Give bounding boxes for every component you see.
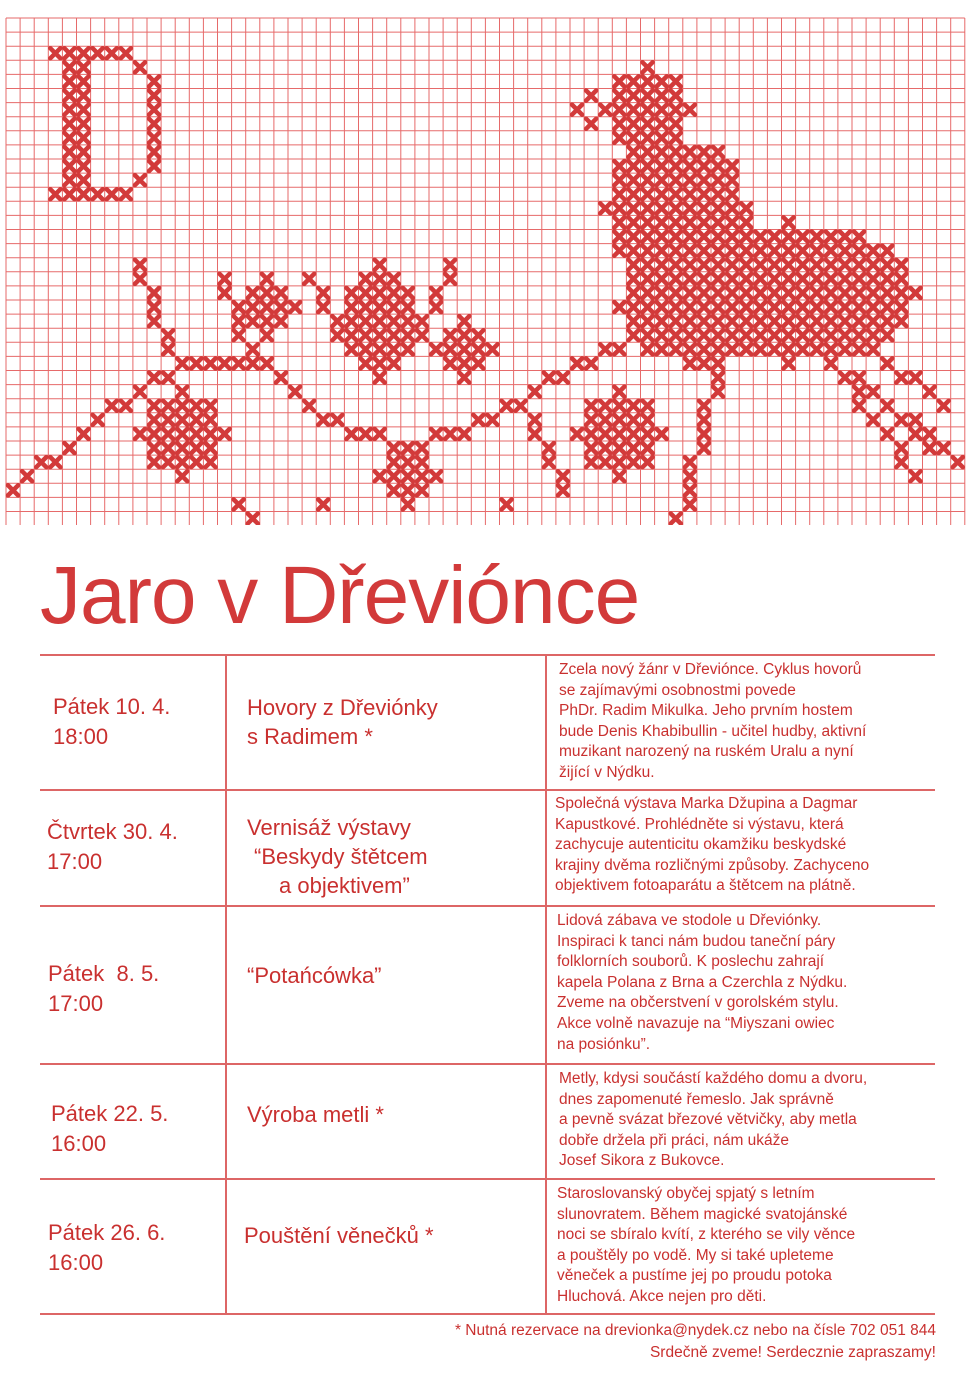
event-date: Pátek 22. 5. [51,1101,169,1126]
event-date: Pátek 10. 4. [53,694,171,719]
page-title: Jaro v Dřeviónce [40,550,640,641]
event-row [40,654,935,789]
event-description-line: Společná výstava Marka Džupina a Dagmar [555,795,858,812]
event-description-line: krajiny dvěma rozličnými způsoby. Zachyceno [555,856,870,874]
event-date-cell [40,1180,233,1315]
event-description-line: noci se sbíralo kvítí, z kterého se vily věnce [557,1226,856,1244]
event-description-line: Zcela nový žánr v Dřeviónce. Cyklus hovorů [559,661,862,678]
event-name-cell [225,1065,567,1178]
event-description-line: Metly, kdysi součástí každého domu a dvoru, [559,1070,868,1087]
greeting-text: Srdečně zveme! Serdecznie zapraszamy! [649,1344,936,1361]
event-description-line: PhDr. Radim Mikulka. Jeho prvním hostem [559,702,853,720]
event-description-line: Kapustkové. Prohlédněte si výstavu, která [555,815,844,833]
event-description-line: se zajímavými osobnostmi povede [559,681,796,699]
event-name-line: Vernisáž výstavy [247,815,411,840]
event-name-line: Hovory z Dřeviónky [247,695,438,720]
event-description-line: na posiónku”. [557,1035,651,1053]
event-description-line: objektivem fotoaparátu a štětcem na plátně. [555,877,856,895]
event-description-line: Josef Sikora z Bukovce. [559,1152,725,1170]
table-bottom-rule [40,1313,935,1315]
event-description-line: dnes zapomenuté řemeslo. Jak správně [559,1090,834,1108]
event-time: 16:00 [51,1131,107,1156]
event-name-line: “Beskydy štětcem [254,844,428,869]
event-description-line: folklorních souborů. K poslechu zahrají [557,953,825,971]
event-row [40,1063,935,1178]
event-name-line: Pouštění věnečků * [244,1223,434,1248]
event-description-line: žijící v Nýdku. [559,763,655,781]
event-description-line: a pevně svázat březové větvičky, aby metla [559,1111,857,1129]
event-name-cell [225,907,567,1063]
event-description-cell [545,1065,949,1178]
reservation-note: * Nutná rezervace na drevionka@nydek.cz nebo na čísle 702 051 844 [454,1322,936,1339]
event-description-line: Zveme na občerstvení v gorolském stylu. [557,994,839,1012]
event-description-line: Lidová zábava ve stodole u Dřeviónky. [557,912,822,929]
event-description-line: Inspiraci k tanci nám budou taneční páry [557,932,836,950]
event-description-line: zachycuje autenticitu okamžiku beskydské [555,836,847,854]
cross-stitch-grid-illustration [0,0,978,525]
event-name-cell [225,791,567,905]
event-name-line: s Radimem * [247,724,373,749]
event-description-line: věneček a pustíme jej po proudu potoka [557,1267,832,1285]
event-date-cell [40,791,232,905]
event-description-cell [545,656,949,789]
event-date-cell [40,907,233,1063]
event-date-cell [40,656,238,789]
event-name-line: Výroba metli * [247,1102,384,1127]
event-description-line: Akce volně navazuje na “Miyszani owiec [557,1014,835,1032]
event-description-cell [545,1180,947,1315]
event-date: Pátek 8. 5. [48,961,160,986]
event-description-line: kapela Polana z Brna a Czerchla z Nýdku. [557,973,848,991]
event-description-line: Hluchová. Akce nejen pro děti. [557,1287,767,1305]
event-name-cell [225,1180,564,1315]
event-description-line: a pouštěly po vodě. My si také upleteme [557,1246,834,1264]
event-date: Čtvrtek 30. 4. [47,819,178,844]
event-description-line: dobře držela při práci, nám ukáže [559,1131,790,1149]
event-description-line: muzikant narozený na ruském Uralu a nyní [559,743,854,761]
event-date-cell [40,1065,236,1178]
event-row [40,789,935,905]
event-date: Pátek 26. 6. [48,1220,166,1245]
event-description-line: slunovratem. Během magické svatojánské [557,1205,848,1223]
event-name-cell [225,656,567,789]
event-time: 18:00 [53,724,109,749]
event-description-line: Staroslovanský obyčej spjatý s letním [557,1185,815,1202]
event-name-line: “Potańcówka” [247,963,382,988]
event-name-line: a objektivem” [279,873,410,898]
event-row [40,905,935,1063]
event-time: 17:00 [47,849,103,874]
event-description-cell [545,791,945,905]
event-row [40,1178,935,1315]
event-time: 16:00 [48,1250,104,1275]
event-description-cell [545,907,947,1063]
event-time: 17:00 [48,991,104,1016]
event-description-line: bude Denis Khabibullin - učitel hudby, aktivní [559,722,867,740]
